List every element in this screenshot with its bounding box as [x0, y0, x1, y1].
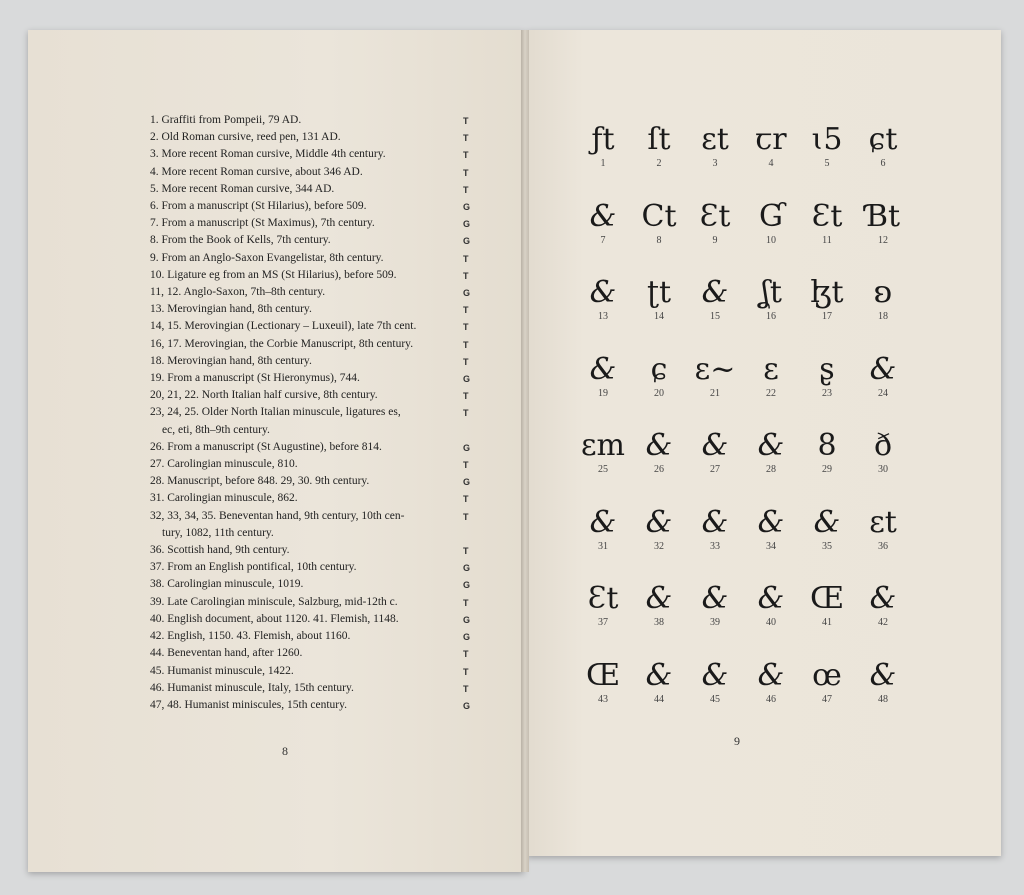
glyph-cell — [687, 579, 743, 656]
ampersand-glyph: & — [757, 581, 785, 616]
list-item — [150, 559, 480, 576]
ampersand-glyph: ð — [873, 428, 893, 463]
entry-text: 14, 15. Merovingian (Lectionary – Luxeuil), late 7th cent. — [150, 320, 417, 333]
ampersand-glyph: ɕ — [650, 351, 668, 387]
glyph-number: 1 — [600, 158, 606, 169]
ampersand-glyph: & — [701, 504, 729, 540]
list-item — [150, 112, 480, 129]
glyph-number: 43 — [598, 693, 608, 705]
glyph-cell — [855, 503, 911, 580]
glyph-cell — [743, 273, 799, 350]
glyph-cell — [575, 579, 631, 656]
glyph-cell — [631, 273, 687, 350]
glyph-cell — [799, 656, 855, 733]
entry-mark: T — [463, 133, 469, 144]
glyph-cell — [743, 503, 799, 580]
glyph-cell — [575, 197, 631, 274]
glyph-cell — [687, 120, 743, 197]
glyph-cell — [799, 273, 855, 350]
glyph-cell — [799, 350, 855, 427]
book-gutter — [521, 30, 529, 872]
entry-mark: G — [463, 288, 471, 299]
entry-text: 44. Beneventan hand, after 1260. — [150, 647, 303, 660]
glyph-cell — [743, 120, 799, 197]
entry-mark: T — [463, 339, 469, 350]
ampersand-glyph: ɩ5 — [811, 122, 843, 157]
list-item — [150, 628, 480, 645]
ampersand-glyph: & — [757, 657, 785, 693]
list-item — [150, 353, 480, 370]
glyph-cell — [799, 197, 855, 274]
list-item — [150, 542, 480, 559]
glyph-number: 3 — [712, 158, 718, 169]
entry-mark: T — [463, 356, 469, 367]
ampersand-glyph: Œ — [585, 657, 621, 693]
glyph-number: 12 — [878, 234, 888, 246]
entry-text: 9. From an Anglo-Saxon Evangelistar, 8th century. — [150, 251, 384, 264]
ampersand-glyph: ɮt — [810, 275, 844, 310]
glyph-cell — [631, 120, 687, 197]
entry-text: 11, 12. Anglo-Saxon, 7th–8th century. — [150, 286, 326, 299]
glyph-cell — [631, 579, 687, 656]
glyph-cell — [631, 197, 687, 274]
glyph-number: 21 — [710, 387, 720, 399]
glyph-number: 23 — [822, 387, 832, 399]
ampersand-glyph: & — [589, 198, 617, 234]
list-item — [150, 439, 480, 456]
ampersand-glyph: & — [701, 275, 729, 310]
ampersand-glyph: ɛt — [701, 122, 729, 157]
entry-text: 42. English, 1150. 43. Flemish, about 1160. — [150, 630, 351, 643]
glyph-number: 39 — [710, 617, 720, 628]
glyph-cell — [799, 426, 855, 503]
glyph-number: 9 — [712, 234, 718, 246]
list-item — [150, 198, 480, 215]
ampersand-glyph: Ɛt — [811, 198, 843, 234]
glyph-cell — [743, 579, 799, 656]
entry-mark: G — [463, 632, 471, 643]
ampersand-glyph: & — [757, 504, 785, 540]
glyph-number: 38 — [654, 617, 664, 628]
entry-mark: T — [463, 116, 469, 126]
entry-text: 45. Humanist minuscule, 1422. — [150, 664, 294, 677]
glyph-number: 36 — [878, 540, 888, 552]
glyph-number: 19 — [598, 387, 608, 399]
glyph-number: 29 — [822, 464, 832, 475]
ampersand-glyph: & — [701, 428, 729, 463]
glyph-cell — [631, 656, 687, 733]
glyph-cell — [743, 426, 799, 503]
glyph-number: 22 — [766, 387, 776, 399]
entry-mark: G — [463, 374, 471, 385]
list-item — [150, 284, 480, 301]
glyph-number: 15 — [710, 311, 720, 322]
ampersand-glyph: & — [701, 581, 729, 616]
entry-text: 20, 21, 22. North Italian half cursive, 8th century. — [150, 389, 378, 402]
glyph-number: 24 — [878, 387, 888, 399]
list-item — [150, 508, 480, 542]
ampersand-glyph: ɛ~ — [694, 351, 736, 387]
glyph-cell — [687, 656, 743, 733]
ampersand-glyph: ɕt — [868, 122, 898, 157]
ampersand-glyph: & — [645, 428, 673, 463]
ampersand-glyph: ʚ — [873, 275, 893, 310]
glyph-cell — [743, 656, 799, 733]
ampersand-glyph: Ɛt — [587, 581, 619, 616]
list-item — [150, 387, 480, 404]
glyph-cell — [855, 120, 911, 197]
entry-text: 1. Graffiti from Pompeii, 79 AD. — [150, 114, 302, 126]
entry-continuation: tury, 1082, 11th century. — [162, 526, 274, 539]
glyph-number: 25 — [598, 464, 608, 475]
ampersand-glyph: Ct — [641, 198, 677, 234]
list-item — [150, 336, 480, 353]
list-item — [150, 404, 480, 438]
ampersand-glyph: & — [869, 351, 897, 387]
list-item — [150, 611, 480, 628]
entry-mark: G — [463, 700, 471, 711]
glyph-cell — [687, 503, 743, 580]
entry-mark: T — [463, 253, 469, 264]
glyph-number: 4 — [768, 158, 774, 169]
list-item — [150, 250, 480, 267]
ampersand-glyph: Œ — [809, 581, 845, 616]
list-item — [150, 181, 480, 198]
glyph-number: 41 — [822, 617, 832, 628]
glyph-number: 17 — [822, 311, 832, 322]
glyph-cell — [743, 197, 799, 274]
list-item — [150, 490, 480, 507]
entry-text: 38. Carolingian minuscule, 1019. — [150, 578, 304, 591]
glyph-cell — [575, 503, 631, 580]
entry-text: 6. From a manuscript (St Hilarius), before 509. — [150, 200, 367, 213]
ampersand-glyph: ʆt — [760, 275, 782, 310]
glyph-cell — [575, 120, 631, 197]
entry-text: 7. From a manuscript (St Maximus), 7th century. — [150, 217, 375, 230]
list-item — [150, 318, 480, 335]
entry-mark: T — [463, 305, 469, 316]
entry-mark: T — [463, 494, 469, 505]
ampersand-glyph: ꞇr — [755, 122, 787, 157]
glyph-cell — [575, 426, 631, 503]
glyph-number: 6 — [880, 158, 886, 169]
entry-mark: G — [463, 580, 471, 591]
glyph-number: 32 — [654, 540, 664, 552]
ampersand-glyph: & — [869, 581, 897, 616]
glyph-cell — [743, 350, 799, 427]
list-item — [150, 146, 480, 163]
entry-mark: G — [463, 202, 471, 213]
entry-mark: T — [463, 649, 469, 660]
entry-mark: T — [463, 184, 469, 195]
glyph-number: 27 — [710, 464, 720, 475]
entry-text: 31. Carolingian minuscule, 862. — [150, 492, 298, 505]
entry-text: 23, 24, 25. Older North Italian minuscule, ligatures es, — [150, 406, 401, 419]
ampersand-glyph: & — [701, 657, 729, 693]
ampersand-glyph: ʂ — [819, 351, 835, 387]
glyph-cell — [855, 273, 911, 350]
entry-text: 16, 17. Merovingian, the Corbie Manuscript, 8th century. — [150, 337, 414, 350]
glyph-cell — [631, 350, 687, 427]
entry-text: 40. English document, about 1120. 41. Flemish, 1148. — [150, 612, 399, 625]
list-item — [150, 680, 480, 697]
entry-mark: T — [463, 597, 469, 608]
glyph-number: 11 — [822, 234, 832, 246]
page-number-left: 8 — [282, 744, 288, 758]
list-item — [150, 697, 480, 714]
entry-text: 32, 33, 34, 35. Beneventan hand, 9th century, 10th cen- — [150, 509, 405, 522]
glyph-number: 40 — [766, 617, 776, 628]
entry-mark: T — [463, 167, 469, 178]
glyph-cell — [575, 273, 631, 350]
glyph-cell — [855, 656, 911, 733]
ampersand-glyph: & — [589, 504, 617, 540]
glyph-number: 5 — [824, 158, 830, 169]
entry-mark: G — [463, 563, 471, 574]
ampersand-glyph: 8 — [817, 428, 837, 463]
entry-text: 28. Manuscript, before 848. 29, 30. 9th century. — [150, 475, 370, 488]
list-item — [150, 129, 480, 146]
ampersand-glyph: Ɛt — [699, 198, 731, 234]
ampersand-glyph: & — [757, 428, 785, 463]
glyph-number: 13 — [598, 311, 608, 322]
ampersand-glyph: ſt — [647, 122, 671, 157]
glyph-cell — [575, 350, 631, 427]
glyph-number: 28 — [766, 464, 776, 475]
ampersand-glyph: & — [589, 351, 617, 387]
ampersand-glyph: & — [589, 275, 617, 310]
entry-mark: T — [463, 408, 469, 419]
entry-text: 4. More recent Roman cursive, about 346 AD. — [150, 165, 363, 178]
list-item — [150, 267, 480, 284]
glyph-cell — [687, 426, 743, 503]
glyph-number: 35 — [822, 540, 832, 552]
ampersand-glyph: & — [645, 657, 673, 693]
ampersand-glyph: & — [645, 581, 673, 616]
glyph-cell — [855, 197, 911, 274]
glyph-number: 20 — [654, 387, 664, 399]
entry-mark: T — [463, 270, 469, 281]
ampersand-glyph: ƒt — [591, 122, 615, 157]
glyph-cell — [631, 426, 687, 503]
entry-mark: G — [463, 219, 471, 230]
glyph-number: 26 — [654, 464, 664, 475]
glyph-number: 42 — [878, 617, 888, 628]
glyph-cell — [855, 426, 911, 503]
entry-text: 47, 48. Humanist miniscules, 15th century. — [150, 698, 347, 711]
entry-text: 5. More recent Roman cursive, 344 AD. — [150, 182, 335, 195]
entry-text: 10. Ligature eg from an MS (St Hilarius), before 509. — [150, 268, 397, 281]
list-item — [150, 594, 480, 611]
entry-mark: T — [463, 150, 469, 161]
entry-text: 13. Merovingian hand, 8th century. — [150, 303, 312, 316]
entry-mark: G — [463, 477, 471, 488]
glyph-number: 8 — [656, 234, 662, 246]
list-item — [150, 473, 480, 490]
glyph-cell — [575, 656, 631, 733]
glyph-cell — [631, 503, 687, 580]
entry-mark: G — [463, 236, 471, 247]
page-number-right: 9 — [734, 734, 740, 748]
glyph-cell — [687, 197, 743, 274]
ampersand-glyph: Ɠ — [759, 198, 783, 234]
ampersand-glyph: œ — [812, 657, 842, 693]
glyph-number: 34 — [766, 540, 776, 552]
glyph-number: 47 — [822, 693, 832, 705]
entry-mark: G — [463, 442, 471, 453]
entry-text: 26. From a manuscript (St Augustine), before 814. — [150, 440, 382, 453]
ampersand-glyph: ʈt — [646, 275, 672, 310]
glyph-number: 30 — [878, 464, 888, 475]
ampersand-specimen-grid — [575, 120, 915, 732]
glyph-number: 33 — [710, 540, 720, 552]
glyph-cell — [855, 579, 911, 656]
ampersand-glyph: & — [869, 657, 897, 693]
entry-text: 19. From a manuscript (St Hieronymus), 744. — [150, 372, 360, 385]
entry-mark: T — [463, 322, 469, 333]
entry-text: 36. Scottish hand, 9th century. — [150, 544, 290, 557]
list-item — [150, 164, 480, 181]
glyph-number: 31 — [598, 540, 608, 552]
glyph-number: 10 — [766, 234, 776, 246]
list-item — [150, 215, 480, 232]
entry-mark: T — [463, 666, 469, 677]
ligature-source-list — [150, 112, 480, 714]
glyph-number: 18 — [878, 311, 888, 322]
ampersand-glyph: ɛt — [869, 504, 897, 540]
glyph-cell — [799, 503, 855, 580]
glyph-cell — [799, 120, 855, 197]
entry-continuation: ec, eti, 8th–9th century. — [162, 423, 270, 436]
list-item — [150, 456, 480, 473]
list-item — [150, 370, 480, 387]
entry-text: 3. More recent Roman cursive, Middle 4th century. — [150, 148, 386, 161]
glyph-cell — [687, 350, 743, 427]
glyph-cell — [687, 273, 743, 350]
ampersand-glyph: & — [645, 504, 673, 540]
glyph-cell — [799, 579, 855, 656]
list-item — [150, 301, 480, 318]
entry-text: 8. From the Book of Kells, 7th century. — [150, 234, 331, 247]
glyph-number: 45 — [710, 693, 720, 705]
glyph-number: 37 — [598, 617, 608, 628]
glyph-number: 2 — [656, 158, 662, 169]
entry-text: 39. Late Carolingian miniscule, Salzburg, mid-12th c. — [150, 595, 398, 608]
ampersand-glyph: ɛ — [763, 351, 779, 387]
glyph-cell — [855, 350, 911, 427]
list-item — [150, 663, 480, 680]
list-item — [150, 232, 480, 249]
entry-mark: T — [463, 511, 469, 522]
entry-text: 37. From an English pontifical, 10th century. — [150, 561, 357, 574]
glyph-number: 14 — [654, 311, 664, 322]
entry-text: 18. Merovingian hand, 8th century. — [150, 354, 312, 367]
entry-mark: T — [463, 460, 469, 471]
entry-mark: T — [463, 391, 469, 402]
glyph-number: 46 — [766, 693, 776, 705]
glyph-number: 7 — [600, 234, 606, 246]
entry-mark: T — [463, 546, 469, 557]
entry-mark: G — [463, 614, 471, 625]
list-item — [150, 576, 480, 593]
entry-mark: T — [463, 683, 469, 694]
entry-text: 46. Humanist minuscule, Italy, 15th century. — [150, 681, 354, 694]
ampersand-glyph: ɛm — [581, 428, 625, 463]
ampersand-glyph: Ɓt — [865, 198, 901, 234]
list-item — [150, 645, 480, 662]
glyph-number: 48 — [878, 693, 888, 705]
glyph-number: 44 — [654, 693, 664, 705]
glyph-number: 16 — [766, 311, 776, 322]
ampersand-glyph: & — [813, 504, 841, 540]
entry-text: 2. Old Roman cursive, reed pen, 131 AD. — [150, 131, 341, 144]
entry-text: 27. Carolingian minuscule, 810. — [150, 458, 298, 471]
